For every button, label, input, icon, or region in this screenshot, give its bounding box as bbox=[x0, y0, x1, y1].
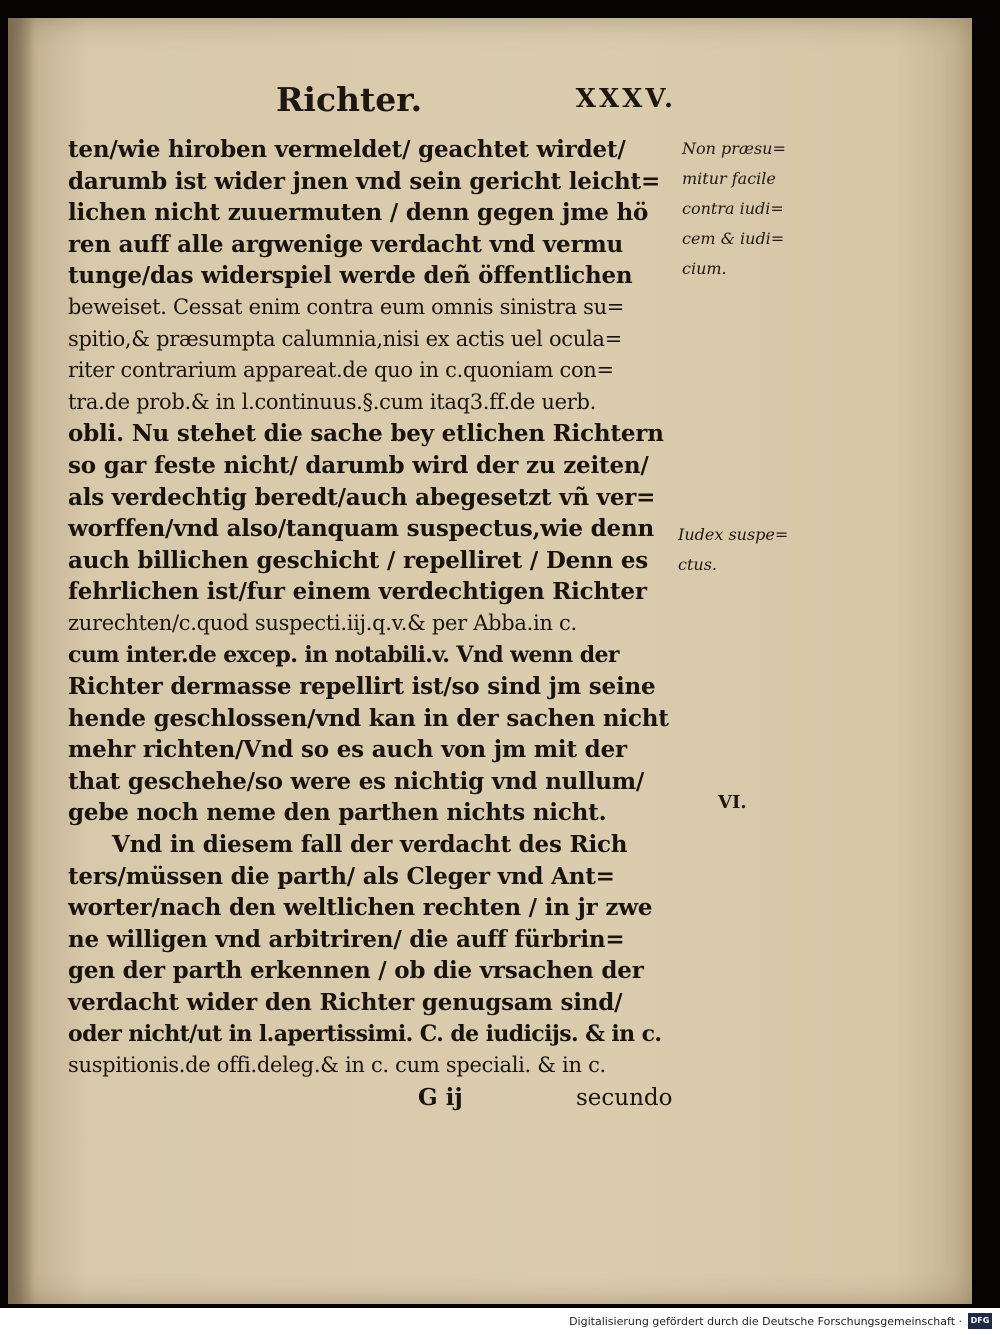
funding-credit: Digitalisierung gefördert durch die Deutsche Forschungsgemeinschaft · bbox=[569, 1315, 962, 1328]
text-line: so gar feste nicht/ darumb wird der zu zeiten/ bbox=[68, 451, 649, 479]
signature-line bbox=[68, 1082, 678, 1114]
text-line-paragraph-start: Vnd in diesem fall der verdacht des Rich bbox=[112, 831, 628, 859]
marginal-note-line: ctus. bbox=[678, 555, 717, 574]
marginal-note-non-praesumitur bbox=[682, 134, 786, 284]
text-line: zurechten/c.quod suspecti.iij.q.v.& per Abba.in c. bbox=[68, 610, 577, 635]
digitization-footer bbox=[0, 1308, 1000, 1335]
folio-number: XXXV. bbox=[575, 84, 676, 114]
text-line: als verdechtig beredt/auch abegesetzt vñ ver= bbox=[68, 483, 656, 511]
text-line: beweiset. Cessat enim contra eum omnis sinistra su= bbox=[68, 294, 625, 319]
marginal-note-line: mitur facile bbox=[682, 169, 776, 188]
text-line: worter/nach den weltlichen rechten / in jr zwe bbox=[68, 894, 653, 922]
running-title: Richter. bbox=[276, 80, 423, 119]
text-line: gen der parth erkennen / ob die vrsachen der bbox=[68, 957, 644, 985]
text-line: obli. Nu stehet die sache bey etlichen Richtern bbox=[68, 420, 664, 448]
text-line: that geschehe/so were es nichtig vnd nullum/ bbox=[68, 767, 645, 795]
main-text-block bbox=[68, 134, 678, 1114]
text-line: verdacht wider den Richter genugsam sind/ bbox=[68, 989, 623, 1017]
text-line: ren auff alle argwenige verdacht vnd vermu bbox=[68, 230, 624, 258]
text-line: auch billichen geschicht / repelliret / Denn es bbox=[68, 546, 649, 574]
text-line: riter contrarium appareat.de quo in c.quoniam con= bbox=[68, 358, 614, 383]
text-line: suspitionis.de offi.deleg.& in c. cum speciali. & in c. bbox=[68, 1053, 606, 1078]
text-line: worffen/vnd also/tanquam suspectus,wie denn bbox=[68, 515, 654, 543]
text-line: mehr richten/Vnd so es auch von jm mit der bbox=[68, 736, 627, 764]
text-line: tra.de prob.& in l.continuus.§.cum itaq3.ff.de uerb. bbox=[68, 389, 596, 414]
page-gutter-shadow bbox=[8, 18, 34, 1304]
text-line: Richter dermasse repellirt ist/so sind jm seine bbox=[68, 673, 656, 701]
marginal-note-iudex-suspectus bbox=[678, 520, 788, 580]
marginal-section-number: VI. bbox=[718, 792, 747, 813]
text-line: oder nicht/ut in l.apertissimi. C. de iudicijs. & in c. bbox=[68, 1020, 662, 1047]
text-line: fehrlichen ist/fur einem verdechtigen Richter bbox=[68, 578, 647, 606]
marginal-note-line: Iudex suspe= bbox=[678, 525, 789, 544]
text-line: spitio,& præsumpta calumnia,nisi ex actis uel ocula= bbox=[68, 326, 622, 351]
marginal-note-line: cem & iudi= bbox=[682, 229, 785, 248]
text-line: cum inter.de excep. in notabili.v. Vnd wenn der bbox=[68, 641, 619, 668]
signature-mark: G ij bbox=[418, 1083, 463, 1111]
text-line: hende geschlossen/vnd kan in der sachen nicht bbox=[68, 704, 669, 732]
text-line: ten/wie hiroben vermeldet/ geachtet wirdet/ bbox=[68, 136, 626, 163]
text-line: ters/müssen die parth/ als Cleger vnd Ant= bbox=[68, 862, 615, 890]
text-line: tunge/das widerspiel werde deñ öffentlichen bbox=[68, 262, 633, 290]
marginal-note-line: Non præsu= bbox=[682, 139, 786, 158]
marginal-note-line: contra iudi= bbox=[682, 199, 784, 218]
page-header bbox=[276, 80, 676, 124]
dfg-logo-icon: DFG bbox=[968, 1313, 992, 1329]
text-line: gebe noch neme den parthen nichts nicht. bbox=[68, 799, 607, 827]
catchword: secundo bbox=[576, 1084, 673, 1111]
marginal-note-line: cium. bbox=[682, 259, 727, 278]
text-line: ne willigen vnd arbitriren/ die auff fürbrin= bbox=[68, 925, 625, 953]
text-line: lichen nicht zuuermuten / denn gegen jme hö bbox=[68, 199, 649, 227]
text-line: darumb ist wider jnen vnd sein gericht leicht= bbox=[68, 167, 661, 195]
